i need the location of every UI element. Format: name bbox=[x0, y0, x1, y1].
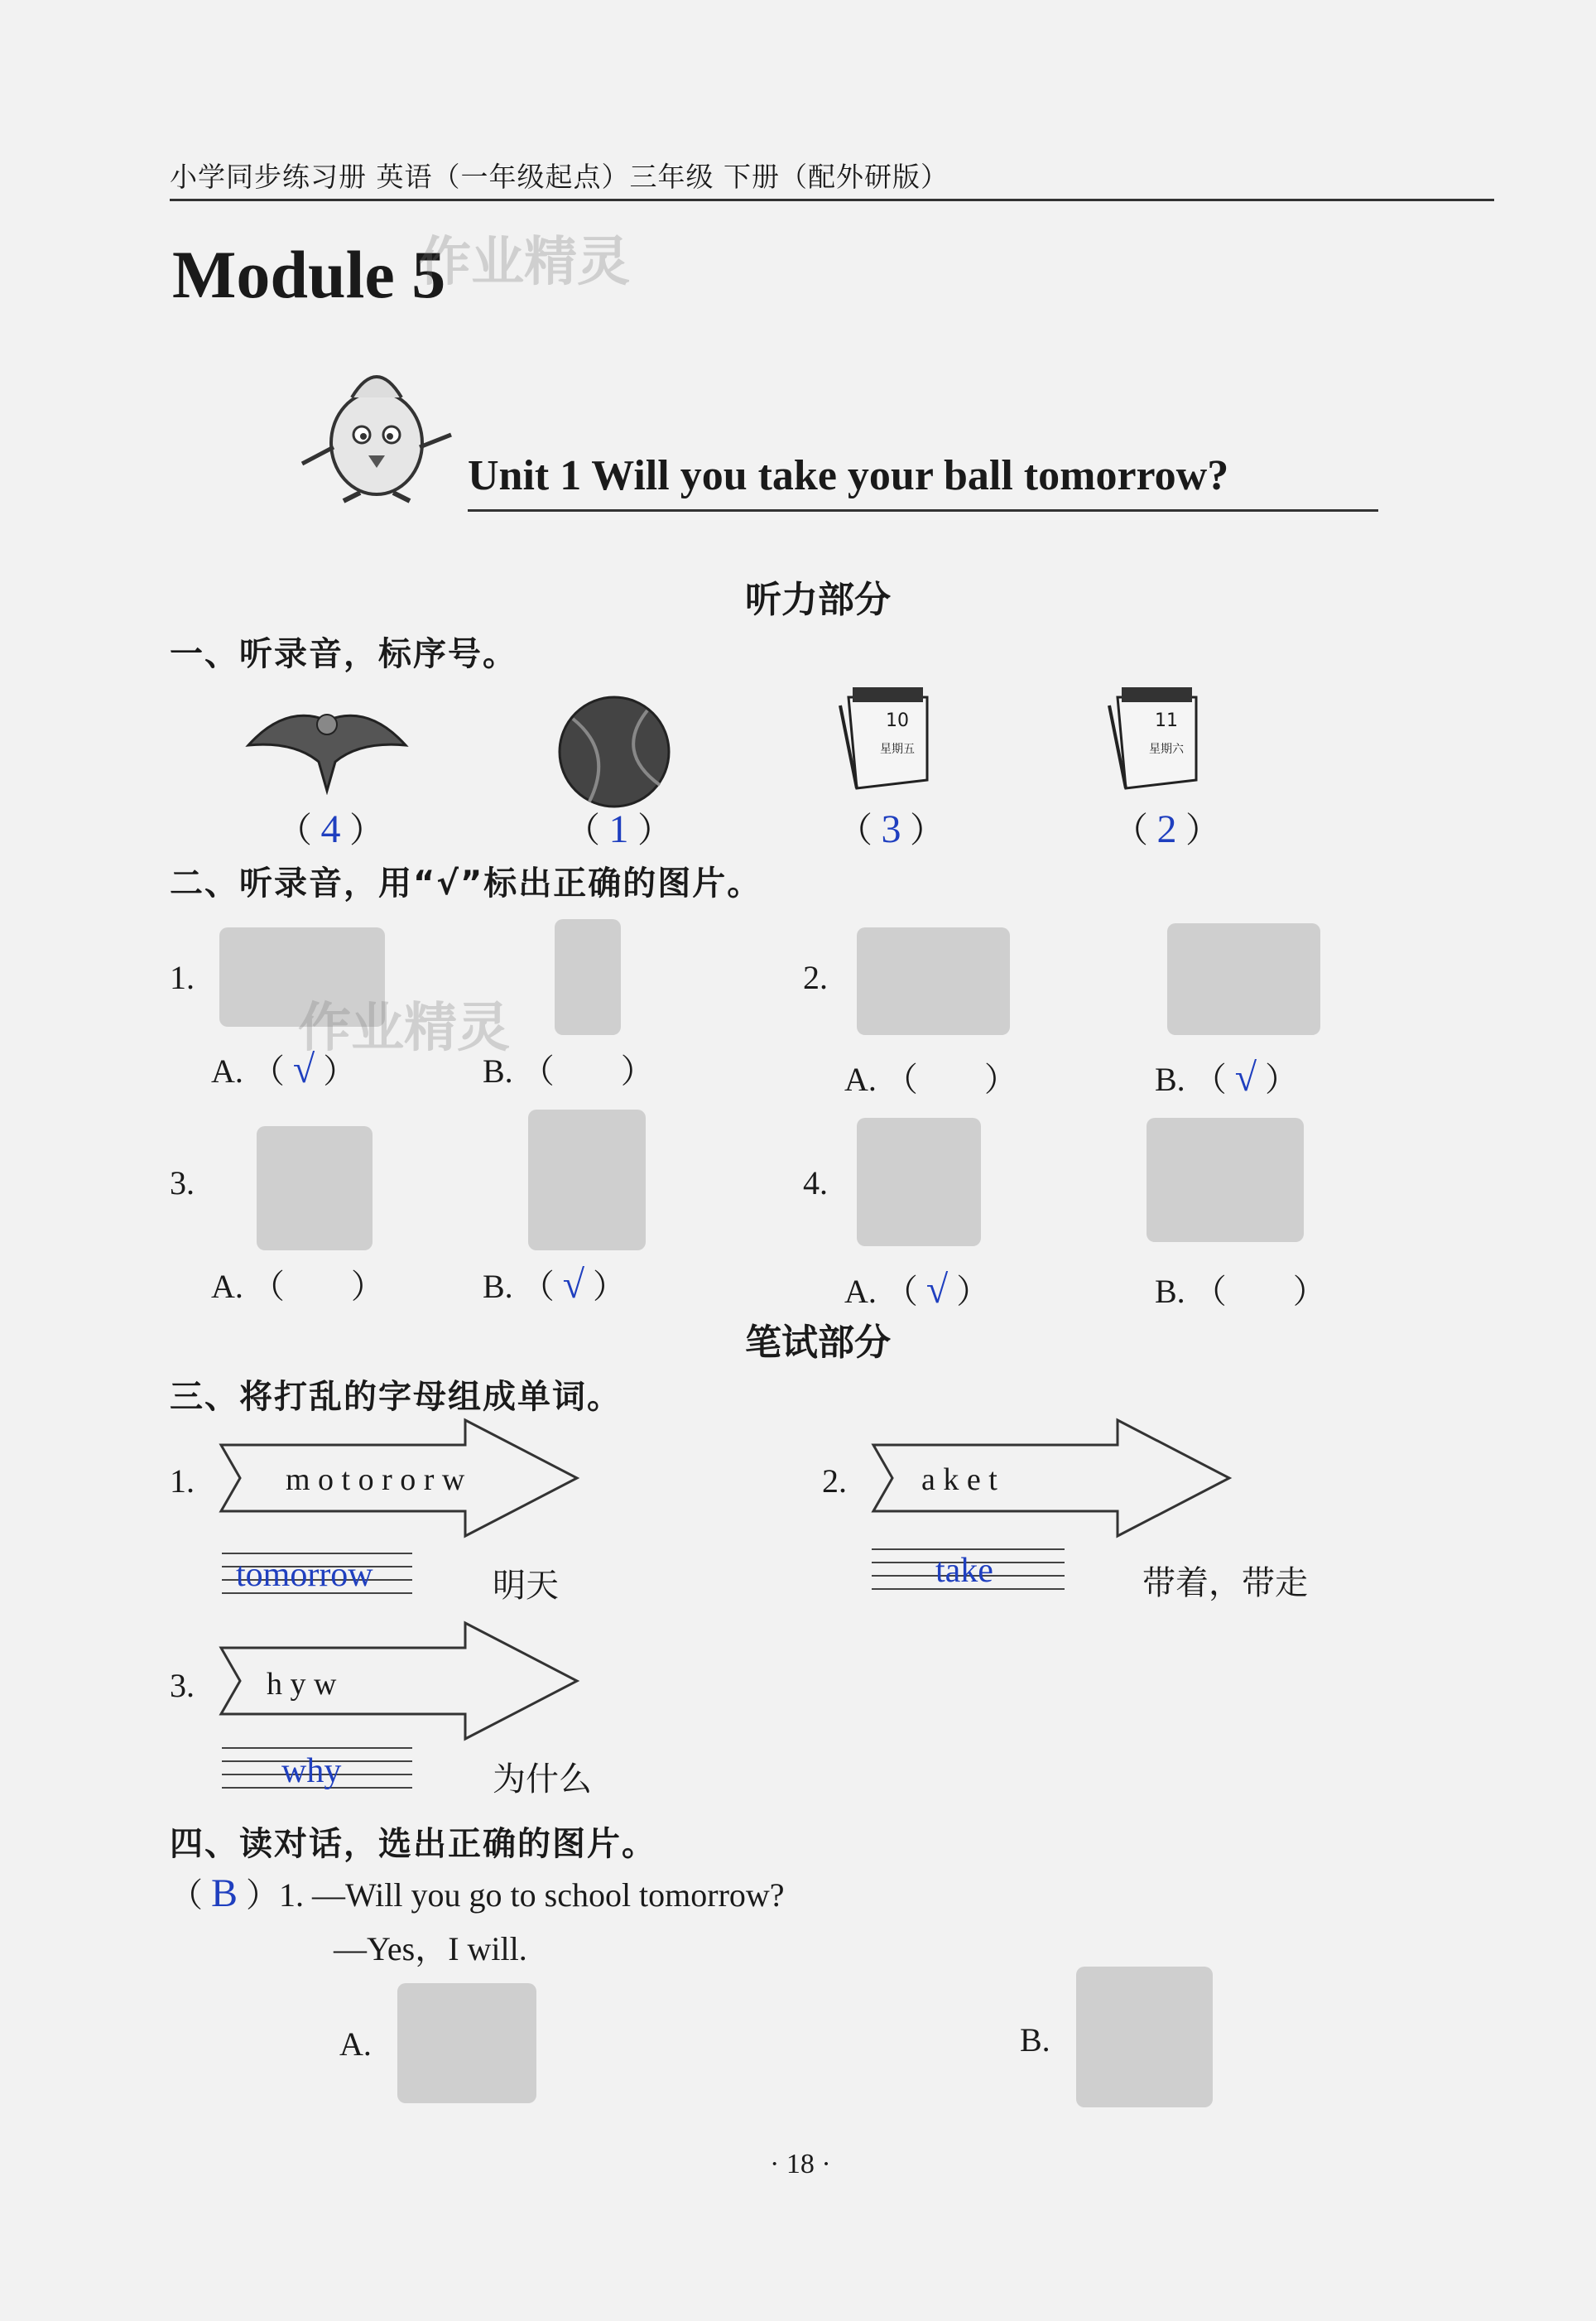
q4-option-b-label: B. bbox=[1020, 2021, 1050, 2059]
listening-section-title: 听力部分 bbox=[745, 579, 891, 621]
q4-item-1-answer: B bbox=[211, 1871, 238, 1915]
q2-item-4-number: 4. bbox=[803, 1164, 828, 1201]
header-divider bbox=[170, 199, 1494, 201]
q2-item-1-option-a: A. （ √ ） bbox=[211, 1047, 357, 1091]
q4-dialogue-line-2: —Yes，I will. bbox=[334, 1930, 527, 1967]
calendar-10-day: 星期五 bbox=[880, 743, 915, 756]
question-2-title: 二、听录音，用“√”标出正确的图片。 bbox=[170, 864, 762, 903]
q1-answer-1-value: 4 bbox=[320, 807, 341, 851]
boy-ping-pong-picture bbox=[528, 1110, 646, 1250]
q3-item-2-answer: take bbox=[935, 1552, 993, 1590]
q2-item-2-b-label: B. bbox=[1155, 1061, 1185, 1098]
q2-item-1-option-b: B. （ ） bbox=[483, 1052, 654, 1090]
q3-item-2-meaning: 带着，带走 bbox=[1142, 1564, 1308, 1602]
boy-walking-road-picture bbox=[1076, 1967, 1213, 2107]
q2-item-1-a-answer: √ bbox=[292, 1047, 315, 1091]
q1-answer-2-value: 1 bbox=[608, 807, 629, 851]
question-1-title: 一、听录音，标序号。 bbox=[170, 635, 517, 673]
q2-item-1-b-label: B. bbox=[483, 1052, 513, 1090]
q1-answer-4-value: 2 bbox=[1156, 807, 1177, 851]
q4-dialogue-line-1: —Will you go to school tomorrow? bbox=[312, 1876, 785, 1914]
kite-icon bbox=[244, 696, 410, 795]
q3-item-3-letters: h y w bbox=[267, 1667, 337, 1702]
calendar-10-icon bbox=[836, 681, 935, 792]
q4-item-1-number: 1. bbox=[279, 1876, 305, 1914]
q2-item-4-option-a: A. （ √ ） bbox=[844, 1268, 990, 1312]
q1-answer-4: （ 2 ） bbox=[1113, 807, 1221, 851]
q1-answer-3-value: 3 bbox=[881, 807, 901, 851]
unit-underline bbox=[468, 509, 1378, 512]
q3-item-1-answer: tomorrow bbox=[236, 1556, 373, 1594]
q3-item-3-number: 3. bbox=[170, 1667, 195, 1704]
question-3-title: 三、将打乱的字母组成单词。 bbox=[170, 1378, 622, 1416]
page-number: · 18 · bbox=[770, 2149, 831, 2179]
question-4-title: 四、读对话，选出正确的图片。 bbox=[170, 1825, 656, 1863]
calendar-11-icon bbox=[1105, 681, 1204, 792]
calendar-11-day: 星期六 bbox=[1149, 743, 1184, 756]
mascot-illustration bbox=[294, 339, 459, 505]
watermark-middle: 作业精灵 bbox=[298, 998, 510, 1059]
module-title: Module 5 bbox=[172, 237, 446, 312]
swimming-picture bbox=[857, 927, 1010, 1035]
school-gate-picture bbox=[397, 1983, 536, 2103]
q1-answer-1: （ 4 ） bbox=[277, 807, 385, 851]
q2-item-3-b-label: B. bbox=[483, 1268, 513, 1305]
q2-item-4-a-label: A. bbox=[844, 1273, 877, 1310]
q1-answer-2: （ 1 ） bbox=[565, 807, 673, 851]
unit-title: Unit 1 Will you take your ball tomorrow? bbox=[468, 452, 1229, 499]
girl-running-picture bbox=[1167, 923, 1320, 1035]
q4-option-a-label: A. bbox=[339, 2025, 372, 2063]
q4-item-1: （ B ）1. —Will you go to school tomorrow? bbox=[170, 1871, 785, 1915]
q2-item-3-number: 3. bbox=[170, 1164, 195, 1201]
q3-item-1-letters: m o t o r o r w bbox=[286, 1462, 465, 1497]
q1-answer-3: （ 3 ） bbox=[838, 807, 945, 851]
ball-icon bbox=[556, 694, 672, 810]
q3-item-2-number: 2. bbox=[822, 1462, 847, 1500]
q2-item-2-option-a: A. （ ） bbox=[844, 1061, 1017, 1098]
q2-item-4-a-answer: √ bbox=[925, 1268, 949, 1312]
q2-item-2-a-label: A. bbox=[844, 1061, 877, 1098]
q2-item-4-option-b: B. （ ） bbox=[1155, 1273, 1326, 1310]
q2-item-3-option-a: A. （ ） bbox=[211, 1268, 384, 1305]
q2-item-3-b-answer: √ bbox=[562, 1263, 585, 1307]
q2-item-1-number: 1. bbox=[170, 959, 195, 996]
q3-item-2-letters: a k e t bbox=[921, 1462, 997, 1497]
q3-item-1-number: 1. bbox=[170, 1462, 195, 1500]
q2-item-2-option-b: B. （ √ ） bbox=[1155, 1056, 1299, 1100]
boy-football-picture bbox=[257, 1126, 373, 1250]
writing-section-title: 笔试部分 bbox=[745, 1322, 891, 1364]
q2-item-3-a-label: A. bbox=[211, 1268, 243, 1305]
boy-standing-picture bbox=[555, 919, 621, 1035]
book-header: 小学同步练习册 英语（一年级起点）三年级 下册（配外研版） bbox=[170, 161, 949, 193]
q3-item-1-meaning: 明天 bbox=[493, 1567, 559, 1605]
calendar-11-number: 11 bbox=[1155, 710, 1178, 731]
girls-dancing-picture bbox=[1147, 1118, 1304, 1242]
girls-singing-picture bbox=[857, 1118, 981, 1246]
q2-item-4-b-label: B. bbox=[1155, 1273, 1185, 1310]
q2-item-3-option-b: B. （ √ ） bbox=[483, 1263, 627, 1307]
q2-item-2-b-answer: √ bbox=[1234, 1056, 1257, 1100]
q2-item-1-a-label: A. bbox=[211, 1052, 243, 1090]
watermark-top: 作业精灵 bbox=[418, 232, 630, 293]
q3-item-3-meaning: 为什么 bbox=[493, 1760, 592, 1799]
q3-item-3-answer: why bbox=[281, 1752, 342, 1790]
q2-item-2-number: 2. bbox=[803, 959, 828, 996]
calendar-10-number: 10 bbox=[886, 710, 909, 731]
